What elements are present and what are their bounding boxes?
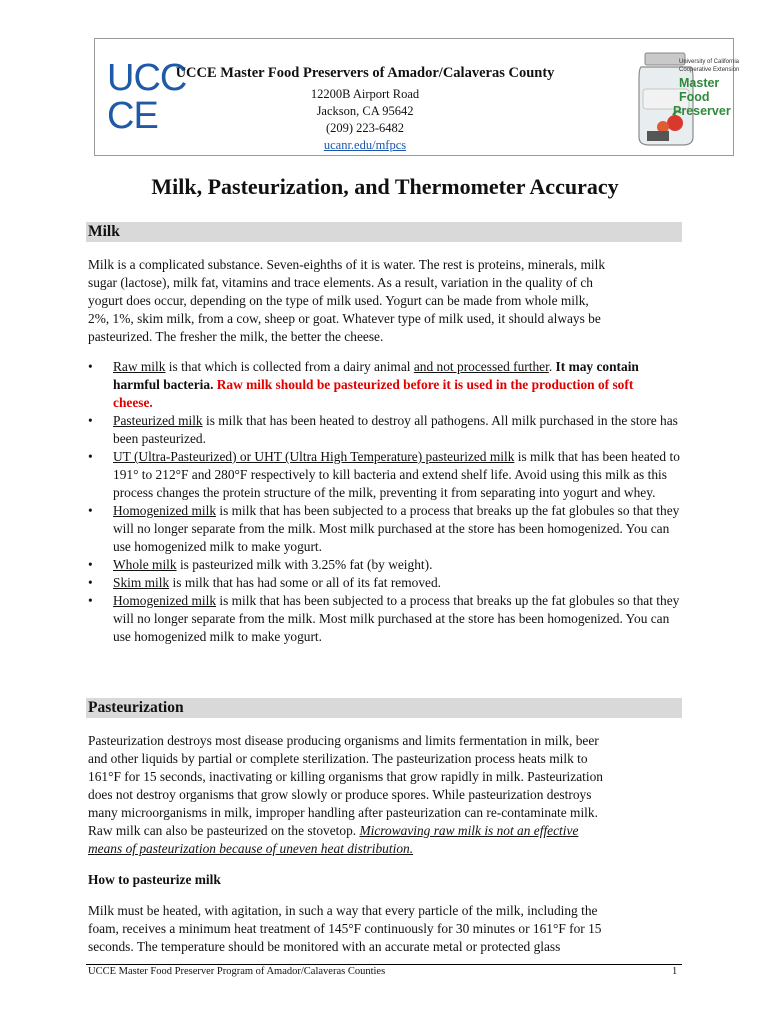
bullet-icon: • — [88, 413, 93, 428]
raw-milk-warning: It may contain harmful bacteria — [113, 359, 639, 392]
bullet-icon: • — [88, 557, 93, 572]
header-box — [94, 38, 740, 156]
master-food-preserver-jar-logo — [621, 49, 740, 149]
list-item-skim-milk — [88, 574, 688, 592]
pasteurization-line: and other liquids by partial or complete sterilization. The pasteurization process heats milk to — [88, 751, 588, 766]
bullet-icon: • — [88, 449, 93, 464]
term-ut-milk: UT (Ultra-Pasteurized) or UHT (Ultra High Temperature) pasteurized milk — [113, 449, 515, 464]
pasteurization-line: many microorganisms in milk, improper handling after pasteurization can re-contaminate milk. — [88, 805, 598, 820]
milk-intro-paragraph — [88, 256, 680, 346]
stovetop-text: Raw milk can also be pasteurized on the stovetop. — [88, 823, 360, 838]
pasteurization-line-stovetop — [88, 822, 680, 840]
org-title: UCCE Master Food Preservers of Amador/Calaveras County — [175, 65, 555, 81]
skim-milk-text: is milk that has had some or all of its fat removed. — [169, 575, 442, 590]
pasteurization-section-heading: Pasteurization — [86, 698, 682, 718]
raw-milk-punct: . — [548, 359, 556, 374]
milk-intro-line: yogurt does occur, depending on the type of milk used. Yogurt can be made from whole milk, — [88, 293, 589, 308]
homogenized-milk-text: is milk that has been subjected to a process that breaks up the fat globules so that they will no longer separate from the milk. Most milk purchased at the store has been homogenized. You can use homogenized milk to make yogurt. — [113, 503, 680, 554]
jar-text-5: Preserver — [673, 104, 731, 118]
logo-e: E — [133, 95, 158, 137]
pasteurized-milk-text: is milk that has been heated to destroy all pathogens. All milk purchased in the store has been pasteurized. — [113, 413, 678, 446]
milk-intro-line: pasteurized. The fresher the milk, the better the cheese. — [88, 329, 384, 344]
bullet-icon: • — [88, 503, 93, 518]
term-pasteurized-milk: Pasteurized milk — [113, 413, 203, 428]
raw-milk-text: is that which is collected from a dairy animal — [165, 359, 414, 374]
address-line-1: 12200B Airport Road — [310, 87, 420, 101]
raw-milk-underlined: and not processed further — [413, 359, 549, 374]
jar-text-1: University of California — [679, 59, 740, 65]
how-to-line: seconds. The temperature should be monitored with an accurate metal or protected glass — [88, 939, 561, 954]
milk-types-list — [88, 358, 688, 646]
raw-milk-punct-2: . — [210, 377, 217, 392]
logo-c-lower: C — [107, 95, 134, 137]
milk-intro-line: 2%, 1%, skim milk, from a cow, sheep or goat. Whatever type of milk used, it should always be — [88, 311, 601, 326]
list-item-pasteurized-milk — [88, 412, 688, 448]
microwave-warning-1: Microwaving raw milk is not an effective — [359, 823, 579, 838]
how-to-line: Milk must be heated, with agitation, in such a way that every particle of the milk, including the — [88, 903, 598, 918]
pasteurization-paragraph — [88, 732, 680, 858]
footer-rule — [86, 964, 682, 965]
raw-milk-red-warning: Raw milk should be pasteurized before it is used in the production of soft cheese. — [113, 377, 634, 410]
jar-text-4: Food — [679, 90, 710, 104]
list-item-raw-milk — [88, 358, 653, 412]
logo-uc: UC — [107, 57, 160, 99]
ucce-logo — [107, 57, 187, 137]
milk-intro-line: Milk is a complicated substance. Seven-eighths of it is water. The rest is proteins, minerals, milk — [88, 257, 606, 272]
term-whole-milk: Whole milk — [113, 557, 177, 572]
list-item-homogenized-milk-2 — [88, 592, 688, 646]
term-homogenized-milk: Homogenized milk — [113, 503, 217, 518]
address-line-2: Jackson, CA 95642 — [316, 104, 414, 118]
pasteurization-line: does not destroy organisms that grow slowly or produce spores. While pasteurization destroys — [88, 787, 592, 802]
ut-milk-text: is milk that has been heated to 191° to 212°F and 280°F respectively to kill bacteria and extend shelf life. Avoid using this milk as this process changes the protein structure of the milk, preventing it from separating into yogurt and whey. — [113, 449, 680, 500]
list-item-whole-milk — [88, 556, 688, 574]
bullet-icon: • — [88, 359, 93, 374]
whole-milk-text: is pasteurized milk with 3.25% fat (by weight). — [176, 557, 433, 572]
page-title: Milk, Pasteurization, and Thermometer Accuracy — [151, 174, 619, 199]
microwave-warning-2: means of pasteurization because of uneven heat distribution. — [88, 841, 414, 856]
footer-program: UCCE Master Food Preserver Program of Amador/Calaveras Counties — [88, 966, 386, 977]
term-homogenized-milk-2: Homogenized milk — [113, 593, 217, 608]
bullet-icon: • — [88, 575, 93, 590]
jar-text-3: Master — [679, 76, 720, 90]
page-number: 1 — [672, 966, 678, 977]
term-raw-milk: Raw milk — [113, 359, 166, 374]
phone-number: (209) 223-6482 — [325, 121, 405, 135]
pasteurization-line: Pasteurization destroys most disease producing organisms and limits fermentation in milk, beer — [88, 733, 599, 748]
list-item-homogenized-milk — [88, 502, 688, 556]
jar-text-2: Cooperative Extension — [679, 67, 740, 73]
milk-section-heading: Milk — [86, 222, 682, 242]
homogenized-milk-2-text: is milk that has been subjected to a process that breaks up the fat globules so that they will no longer separate from the milk. Most milk purchased at the store has been homogenized. You can use homogenized milk to make yogurt. — [113, 593, 680, 644]
milk-intro-line: sugar (lactose), milk fat, vitamins and trace elements. As a result, variation in the quality of ch — [88, 275, 593, 290]
logo-c: C — [159, 57, 187, 99]
term-skim-milk: Skim milk — [113, 575, 170, 590]
website-link[interactable]: ucanr.edu/mfpcs — [323, 138, 407, 152]
how-to-pasteurize-heading: How to pasteurize milk — [88, 872, 221, 887]
bullet-icon: • — [88, 593, 93, 608]
how-to-paragraph — [88, 902, 680, 956]
pasteurization-line: 161°F for 15 seconds, inactivating or killing organisms that grow rapidly in milk. Pasteurization — [88, 769, 603, 784]
list-item-ut-milk — [88, 448, 688, 502]
how-to-line: foam, receives a minimum heat treatment of 145°F continuously for 30 minutes or 161°F for 15 — [88, 921, 602, 936]
